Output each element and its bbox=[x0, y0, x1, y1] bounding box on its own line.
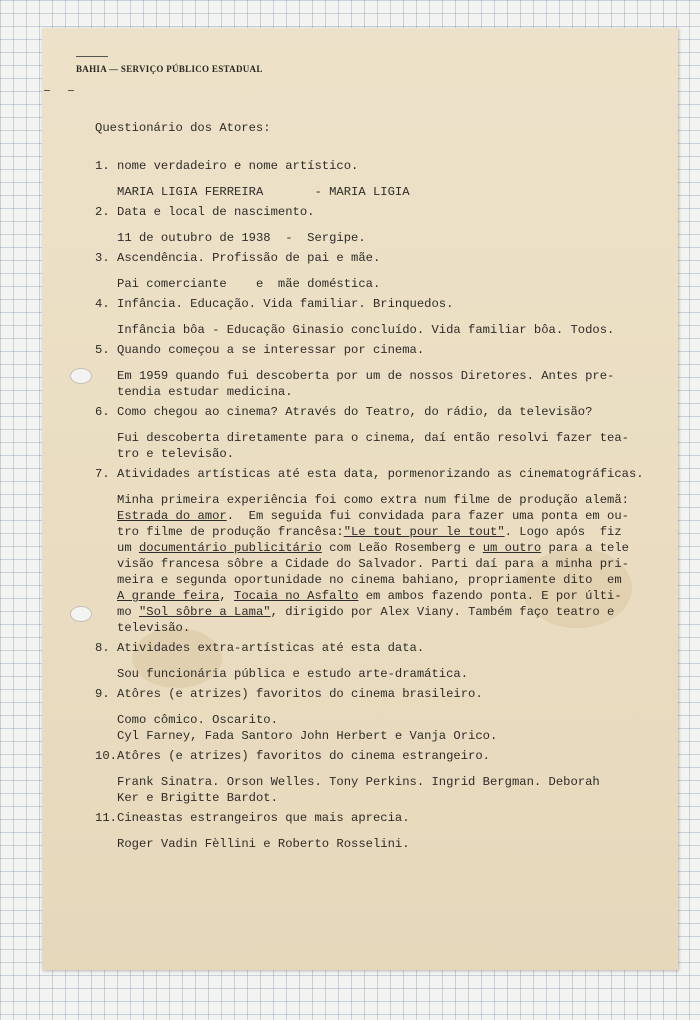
question-text: Infância. Educação. Vida familiar. Brinquedos. bbox=[117, 297, 454, 311]
question-number: 5. bbox=[95, 343, 110, 357]
question-item bbox=[95, 748, 670, 806]
answer-text: Roger Vadin Fèllini e Roberto Rosselini. bbox=[117, 837, 410, 851]
question-item bbox=[95, 250, 670, 292]
answer-text: Fui descoberta diretamente para o cinema, daí então resolvi fazer tea- tro e televisão. bbox=[117, 431, 629, 461]
question-text: Atôres (e atrizes) favoritos do cinema estrangeiro. bbox=[117, 749, 490, 763]
question-text: Como chegou ao cinema? Através do Teatro, do rádio, da televisão? bbox=[117, 405, 593, 419]
answer-segment: , bbox=[219, 589, 235, 603]
film-title: "Sol sôbre a Lama" bbox=[138, 605, 271, 619]
questionnaire bbox=[95, 120, 670, 856]
question-item bbox=[95, 640, 670, 682]
pen-mark bbox=[44, 90, 50, 91]
answer-text: Pai comerciante e mãe doméstica. bbox=[117, 277, 381, 291]
question-item bbox=[95, 686, 670, 744]
answer-segment: com Leão Rosemberg e bbox=[321, 541, 483, 555]
answer-segment: . Em seguida fui convidada para fazer uma ponta em ou- tro filme de produção francêsa: bbox=[117, 509, 629, 539]
document-sheet bbox=[42, 28, 678, 970]
question-number: 11. bbox=[95, 811, 117, 825]
answer-segment: em ambos fazendo ponta. E por últi- mo bbox=[117, 589, 622, 619]
answer-text: Sou funcionária pública e estudo arte-dramática. bbox=[117, 667, 469, 681]
answer-segment: , dirigido por Alex Viany. Também faço teatro e televisão. bbox=[117, 605, 615, 635]
film-title: documentário publicitário bbox=[138, 541, 322, 555]
question-item bbox=[95, 404, 670, 462]
question-item bbox=[95, 296, 670, 338]
pen-mark bbox=[68, 90, 74, 91]
question-number: 2. bbox=[95, 205, 110, 219]
question-item bbox=[95, 158, 670, 200]
question-text: Quando começou a se interessar por cinema. bbox=[117, 343, 425, 357]
question-number: 1. bbox=[95, 159, 110, 173]
film-title: Tocaia no Asfalto bbox=[234, 589, 359, 603]
answer-text: Como cômico. Oscarito. Cyl Farney, Fada Santoro John Herbert e Vanja Orico. bbox=[117, 713, 498, 743]
question-text: Cineastas estrangeiros que mais aprecia. bbox=[117, 811, 410, 825]
film-title: Estrada do amor bbox=[117, 509, 227, 523]
question-item bbox=[95, 204, 670, 246]
question-item bbox=[95, 466, 670, 636]
answer-text: Em 1959 quando fui descoberta por um de nossos Diretores. Antes pre- tendia estudar medicina. bbox=[117, 369, 615, 399]
question-text: Atôres (e atrizes) favoritos do cinema brasileiro. bbox=[117, 687, 483, 701]
question-number: 9. bbox=[95, 687, 110, 701]
question-text: Atividades extra-artísticas até esta data. bbox=[117, 641, 425, 655]
letterhead: BAHIA — SERVIÇO PÚBLICO ESTADUAL bbox=[76, 64, 263, 74]
answer-segment: para a tele visão francesa sôbre a Cidade do Salvador. Parti daí para a minha pri- meira e segunda oportunidade no cinema bahiano, propriamente dito em bbox=[117, 541, 629, 587]
question-number: 10. bbox=[95, 749, 117, 763]
question-item bbox=[95, 810, 670, 852]
question-text: nome verdadeiro e nome artístico. bbox=[117, 159, 359, 173]
question-number: 3. bbox=[95, 251, 110, 265]
answer-text: Frank Sinatra. Orson Welles. Tony Perkins. Ingrid Bergman. Deborah Ker e Brigitte Bardot. bbox=[117, 775, 600, 805]
answer-segment: Minha primeira experiência foi como extra num filme de produção alemã: bbox=[117, 493, 629, 507]
film-title: um outro bbox=[482, 541, 542, 555]
punch-hole bbox=[70, 606, 92, 622]
question-text: Atividades artísticas até esta data, pormenorizando as cinematográficas. bbox=[117, 467, 644, 481]
question-text: Ascendência. Profissão de pai e mãe. bbox=[117, 251, 381, 265]
answer-text: Infância bôa - Educação Ginasio concluído. Vida familiar bôa. Todos. bbox=[117, 323, 615, 337]
film-title: "Le tout pour le tout" bbox=[343, 525, 505, 539]
question-number: 6. bbox=[95, 405, 110, 419]
question-number: 8. bbox=[95, 641, 110, 655]
question-number: 4. bbox=[95, 297, 110, 311]
answer-text: MARIA LIGIA FERREIRA - MARIA LIGIA bbox=[117, 185, 410, 199]
answer-text bbox=[117, 492, 670, 636]
answer-text: 11 de outubro de 1938 - Sergipe. bbox=[117, 231, 366, 245]
question-item bbox=[95, 342, 670, 400]
question-text: Data e local de nascimento. bbox=[117, 205, 315, 219]
question-number: 7. bbox=[95, 467, 110, 481]
film-title: A grande feira bbox=[117, 589, 220, 603]
answer-segment: . Logo após fiz um bbox=[117, 525, 622, 555]
pen-mark bbox=[76, 56, 108, 57]
questionnaire-title: Questionário dos Atores: bbox=[95, 121, 271, 135]
punch-hole bbox=[70, 368, 92, 384]
